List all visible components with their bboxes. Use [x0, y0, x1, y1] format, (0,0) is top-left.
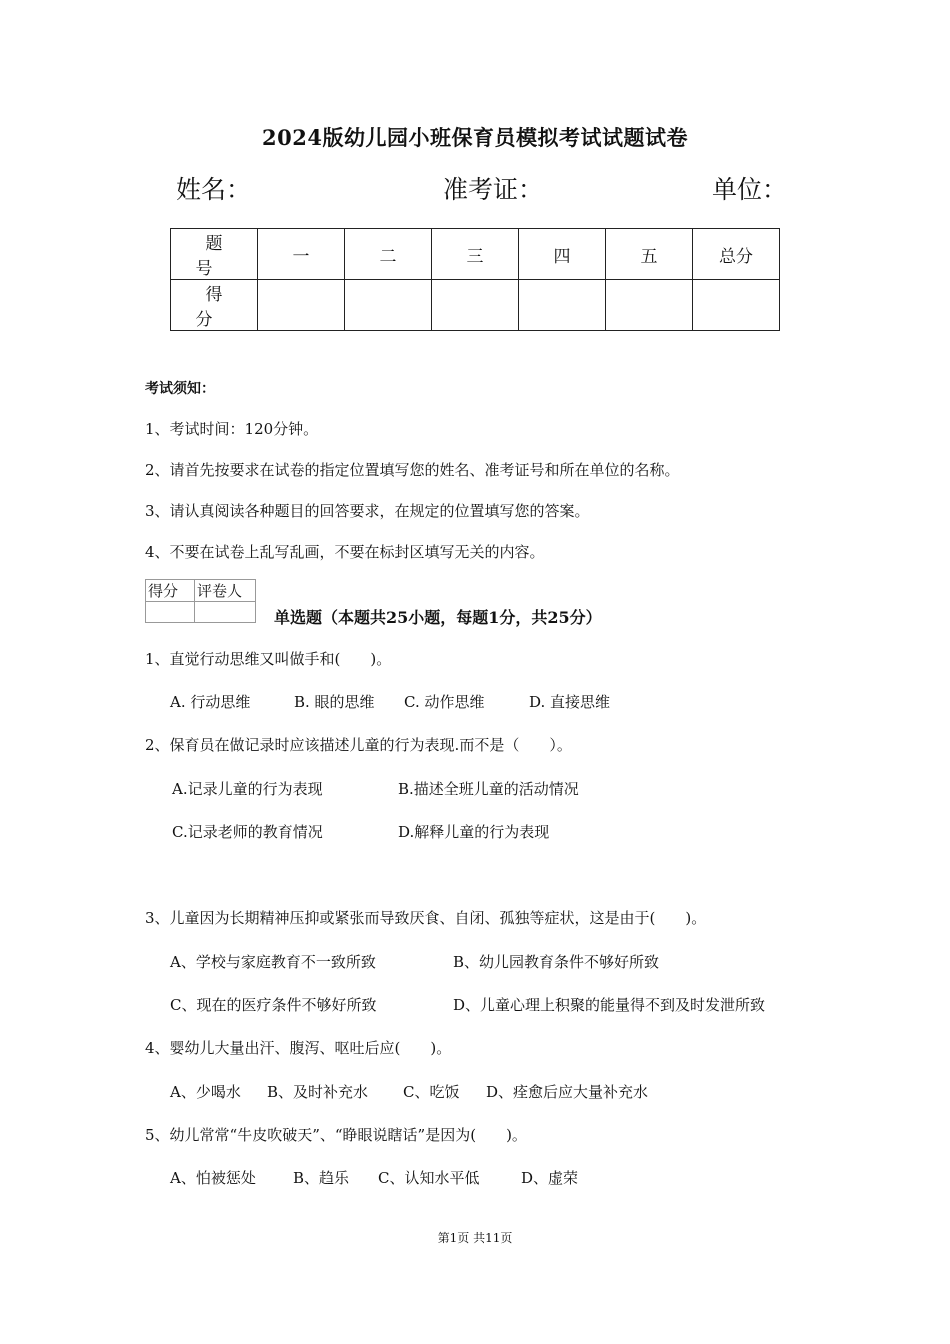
option-1c: C. 动作思维	[404, 693, 485, 711]
grader-score-label: 得分	[146, 580, 195, 602]
option-1b: B. 眼的思维	[294, 693, 375, 711]
question-stem-5: 5、幼儿常常“牛皮吹破天”、“睁眼说瞎话”是因为( )。	[145, 1126, 527, 1144]
notice-item: 3、请认真阅读各种题目的回答要求，在规定的位置填写您的答案。	[145, 502, 590, 520]
option-4a: A、少喝水	[170, 1083, 241, 1101]
option-3c: C、现在的医疗条件不够好所致	[170, 996, 377, 1014]
header-cell-2: 二	[345, 229, 432, 280]
question-stem-2: 2、保育员在做记录时应该描述儿童的行为表现.而不是（ ）。	[145, 736, 572, 754]
score-cell-total	[693, 280, 780, 331]
name-field-label: 姓名：	[176, 175, 252, 204]
option-5d: D、虚荣	[521, 1169, 579, 1187]
grader-reviewer-cell	[195, 602, 256, 623]
option-5b: B、趋乐	[293, 1169, 350, 1187]
unit-field-label: 单位：	[712, 175, 788, 204]
option-3d: D、儿童心理上积聚的能量得不到及时发泄所致	[453, 996, 766, 1014]
score-cell-1	[258, 280, 345, 331]
score-cell-3	[432, 280, 519, 331]
header-cell-total: 总分	[693, 229, 780, 280]
grader-score-cell	[146, 602, 195, 623]
score-label: 得分	[171, 280, 258, 331]
option-4c: C、吃饭	[403, 1083, 460, 1101]
grader-reviewer-label: 评卷人	[195, 580, 256, 602]
question-stem-1: 1、直觉行动思维又叫做手和( )。	[145, 650, 392, 668]
option-4d: D、痊愈后应大量补充水	[486, 1083, 649, 1101]
header-cell-1: 一	[258, 229, 345, 280]
score-cell-2	[345, 280, 432, 331]
header-cell-5: 五	[606, 229, 693, 280]
option-5a: A、怕被惩处	[170, 1169, 256, 1187]
exam-number-field-label: 准考证：	[443, 175, 544, 204]
score-table-header-row	[171, 229, 780, 280]
score-table-score-row	[171, 280, 780, 331]
option-1d: D. 直接思维	[529, 693, 611, 711]
score-cell-4	[519, 280, 606, 331]
question-stem-3: 3、儿童因为长期精神压抑或紧张而导致厌食、自闭、孤独等症状，这是由于( )。	[145, 909, 707, 927]
option-3a: A、学校与家庭教育不一致所致	[170, 953, 376, 971]
score-cell-5	[606, 280, 693, 331]
header-cell-4: 四	[519, 229, 606, 280]
notice-item: 2、请首先按要求在试卷的指定位置填写您的姓名、准考证号和所在单位的名称。	[145, 461, 680, 479]
option-1a: A. 行动思维	[170, 693, 251, 711]
question-stem-4: 4、婴幼儿大量出汗、腹泻、呕吐后应( )。	[145, 1039, 452, 1057]
grader-box	[145, 579, 256, 623]
score-table	[170, 228, 780, 331]
option-2b: B.描述全班儿童的活动情况	[398, 780, 579, 798]
option-4b: B、及时补充水	[267, 1083, 369, 1101]
notice-item: 4、不要在试卷上乱写乱画，不要在标封区填写无关的内容。	[145, 543, 545, 561]
option-2c: C.记录老师的教育情况	[172, 823, 323, 841]
question-number-label: 题号	[171, 229, 258, 280]
page-footer: 第1页 共11页	[437, 1231, 513, 1245]
option-2a: A.记录儿童的行为表现	[172, 780, 323, 798]
page-title: 2024版幼儿园小班保育员模拟考试试题试卷	[262, 125, 688, 150]
section-title: 单选题（本题共25小题，每题1分，共25分）	[274, 608, 602, 627]
option-3b: B、幼儿园教育条件不够好所致	[453, 953, 660, 971]
notice-item: 1、考试时间：120分钟。	[145, 420, 319, 438]
notice-title: 考试须知：	[145, 381, 215, 397]
header-cell-3: 三	[432, 229, 519, 280]
option-5c: C、认知水平低	[378, 1169, 480, 1187]
option-2d: D.解释儿童的行为表现	[398, 823, 550, 841]
